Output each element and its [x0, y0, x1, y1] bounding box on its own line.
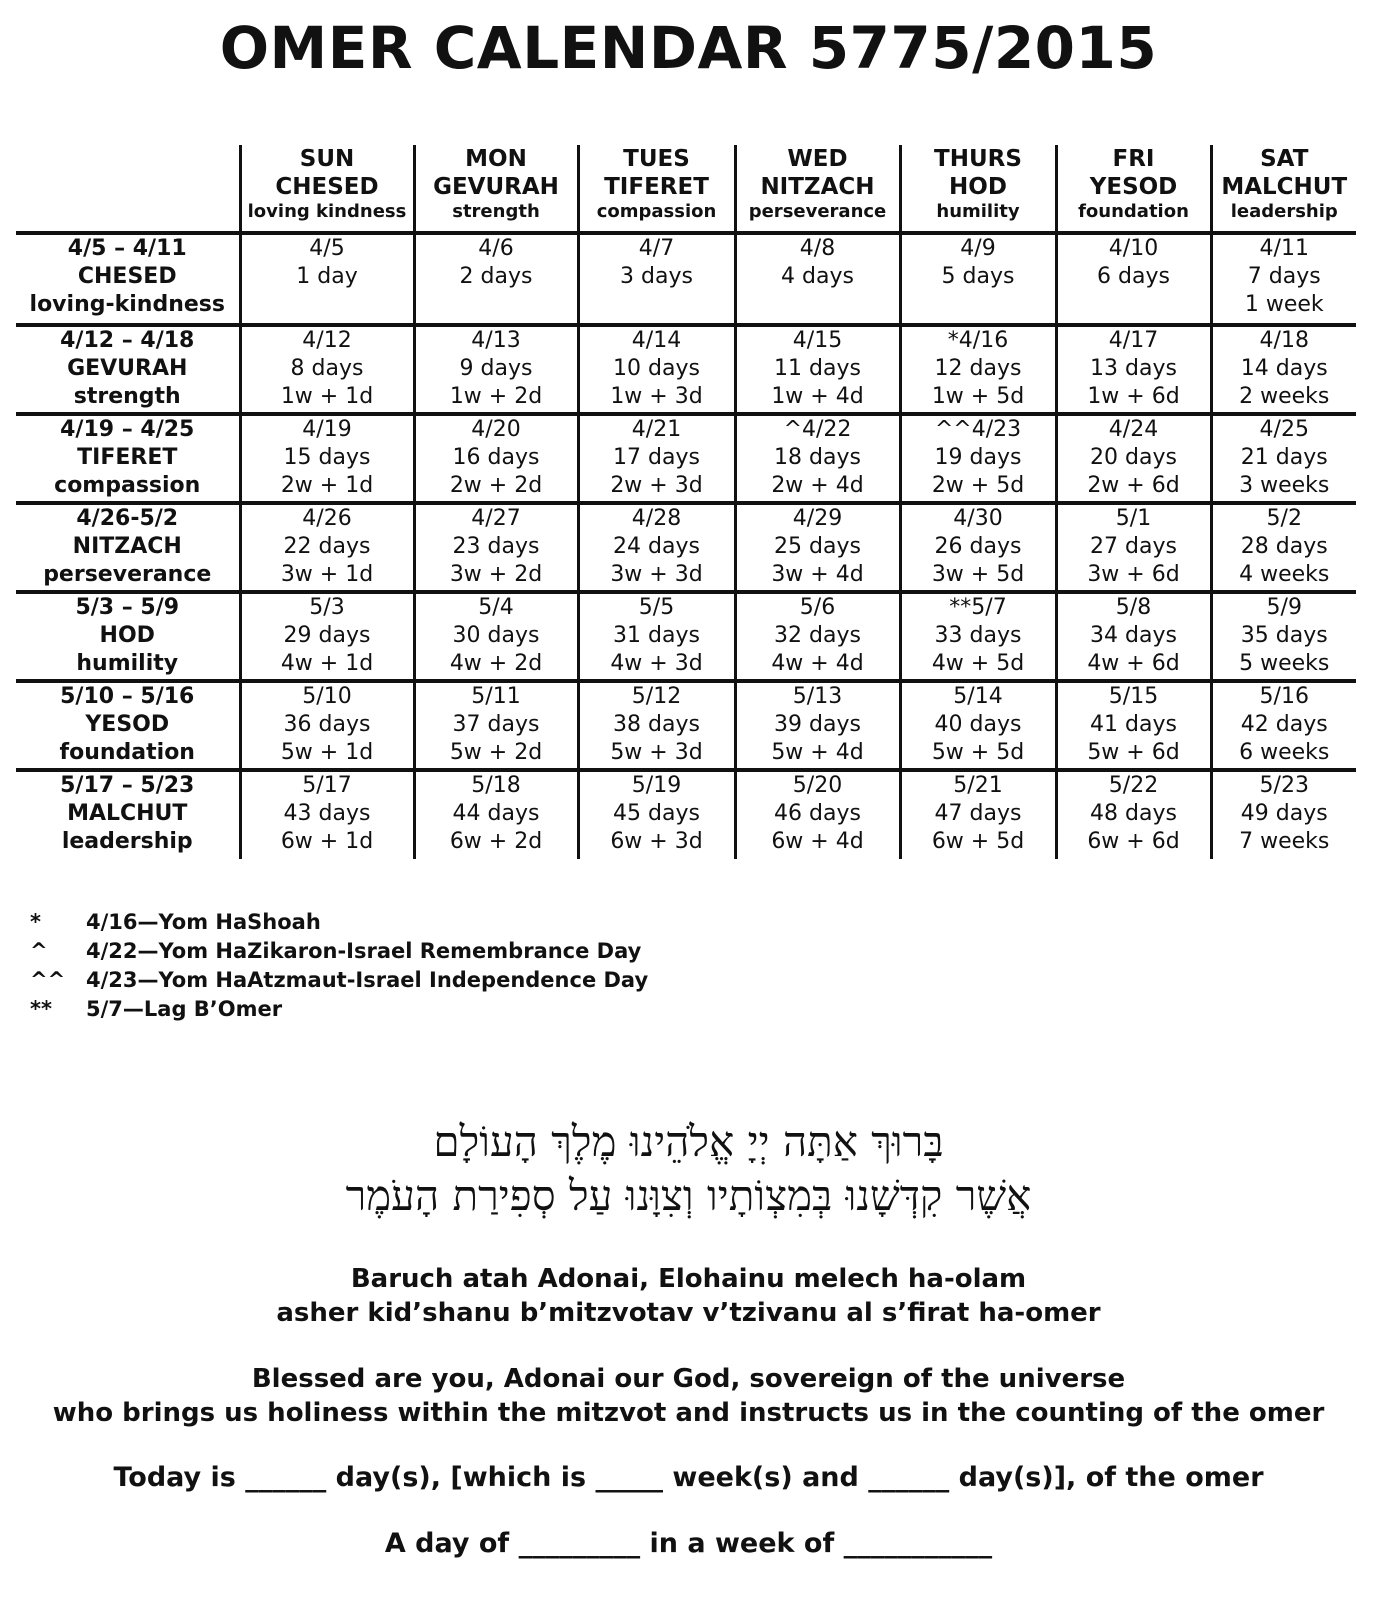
cell-date: 4/8 [799, 236, 836, 261]
cell-weeks: 1w + 3d [610, 384, 703, 409]
cell-weeks: 3 weeks [1239, 473, 1330, 498]
cell-date: 5/22 [1108, 773, 1159, 798]
cell-date: 5/18 [471, 773, 521, 798]
calendar-body [16, 233, 1356, 859]
week-meaning: strength [73, 384, 181, 409]
day-cell [735, 233, 900, 325]
cell-weeks: 4w + 2d [449, 651, 543, 676]
day-header [240, 145, 414, 233]
cell-count: 10 days [613, 356, 700, 381]
day-cell [1211, 325, 1356, 414]
day-sefirah: TIFERET [604, 174, 709, 200]
week-sefirah: MALCHUT [67, 801, 188, 826]
day-cell [1056, 233, 1211, 325]
day-header [1056, 145, 1211, 233]
cell-count: 12 days [934, 356, 1022, 381]
week-label [16, 770, 240, 859]
day-cell [900, 681, 1056, 770]
day-header [900, 145, 1056, 233]
day-cell [578, 681, 735, 770]
cell-count: 34 days [1090, 623, 1177, 648]
cell-weeks: 6 weeks [1239, 740, 1330, 765]
footnotes [30, 908, 648, 1024]
week-range: 5/10 – 5/16 [60, 684, 195, 709]
cell-count: 8 days [290, 356, 364, 381]
cell-date: 5/11 [471, 684, 521, 709]
cell-count: 28 days [1240, 534, 1328, 559]
cell-count: 31 days [613, 623, 700, 648]
week-row [16, 233, 1356, 325]
cell-date: 5/13 [792, 684, 843, 709]
cell-date: 4/20 [471, 417, 521, 442]
cell-count: 13 days [1090, 356, 1177, 381]
week-range: 4/26-5/2 [76, 506, 179, 531]
cell-date: 5/21 [953, 773, 1003, 798]
day-name: THURS [934, 146, 1022, 172]
cell-weeks: 1 week [1244, 292, 1324, 317]
cell-count: 3 days [620, 264, 693, 289]
day-meaning: compassion [596, 201, 717, 222]
cell-weeks: 5w + 3d [610, 740, 703, 765]
cell-count: 47 days [934, 801, 1022, 826]
footnote [30, 908, 648, 937]
cell-weeks: 4w + 5d [931, 651, 1025, 676]
cell-count: 21 days [1240, 445, 1328, 470]
cell-count: 42 days [1240, 712, 1328, 737]
cell-date: *4/16 [947, 328, 1009, 353]
week-sefirah: HOD [99, 623, 155, 648]
cell-date: 4/14 [631, 328, 682, 353]
cell-weeks: 4w + 3d [610, 651, 703, 676]
cell-count: 29 days [283, 623, 371, 648]
day-cell [900, 233, 1056, 325]
day-meaning: foundation [1078, 201, 1189, 222]
day-cell [578, 770, 735, 859]
week-label [16, 503, 240, 592]
week-sefirah: GEVURAH [67, 356, 188, 381]
week-label [16, 233, 240, 325]
cell-date: 4/11 [1259, 236, 1309, 261]
cell-weeks: 7 weeks [1239, 829, 1330, 854]
cell-weeks: 1w + 2d [449, 384, 543, 409]
cell-weeks: 5w + 6d [1087, 740, 1180, 765]
day-cell [735, 770, 900, 859]
day-header [1211, 145, 1356, 233]
week-row [16, 503, 1356, 592]
cell-count: 43 days [283, 801, 371, 826]
cell-date: 5/5 [638, 595, 675, 620]
english-translation [0, 1362, 1377, 1430]
day-cell [240, 233, 414, 325]
cell-weeks: 3w + 6d [1087, 562, 1180, 587]
cell-count: 30 days [452, 623, 540, 648]
week-row [16, 770, 1356, 859]
footnote-mark: ^ [30, 939, 48, 963]
day-name: WED [787, 146, 848, 172]
cell-date: **5/7 [949, 595, 1007, 620]
cell-date: 5/12 [631, 684, 682, 709]
cell-weeks: 1w + 4d [771, 384, 864, 409]
cell-count: 15 days [283, 445, 371, 470]
cell-count: 17 days [613, 445, 700, 470]
cell-weeks: 3w + 5d [931, 562, 1025, 587]
cell-count: 32 days [774, 623, 861, 648]
cell-count: 48 days [1090, 801, 1177, 826]
day-cell [900, 503, 1056, 592]
day-cell [414, 770, 578, 859]
footnote-mark: ^^ [30, 968, 66, 992]
day-cell [240, 770, 414, 859]
cell-count: 49 days [1240, 801, 1328, 826]
day-cell [900, 414, 1056, 503]
cell-date: 4/7 [638, 236, 675, 261]
cell-weeks: 6w + 3d [610, 829, 703, 854]
week-range: 4/12 – 4/18 [60, 328, 195, 353]
cell-count: 37 days [452, 712, 540, 737]
day-name: SUN [299, 146, 355, 172]
cell-count: 9 days [459, 356, 533, 381]
cell-date: 4/25 [1259, 417, 1309, 442]
cell-count: 16 days [452, 445, 540, 470]
day-cell [414, 503, 578, 592]
day-cell [1211, 233, 1356, 325]
cell-date: 5/17 [302, 773, 352, 798]
day-meaning: humility [936, 201, 1020, 222]
week-meaning: loving-kindness [29, 292, 225, 317]
cell-weeks: 5 weeks [1239, 651, 1330, 676]
cell-weeks: 2w + 5d [931, 473, 1025, 498]
hebrew-line: אֲשֶׁר קִדְּשָׁנוּ בְּמִצְוֹתָיו וְצִוָּנוּ עַל סְפִירַת הָעֹמֶר [345, 1171, 1032, 1220]
cell-date: 5/2 [1266, 506, 1302, 531]
week-range: 4/5 – 4/11 [67, 236, 187, 261]
day-cell [240, 503, 414, 592]
hebrew-line: בָּרוּךְ אַתָּה יְיָ אֱלֹהֵינוּ מֶלֶךְ הָעוֹלָם [433, 1117, 944, 1166]
footnote-text: 5/7—Lag B’Omer [86, 997, 283, 1021]
week-label [16, 592, 240, 681]
day-cell [240, 325, 414, 414]
english-line: Blessed are you, Adonai our God, sovereign of the universe [251, 1364, 1126, 1394]
cell-weeks: 4w + 4d [771, 651, 864, 676]
cell-weeks: 2w + 2d [449, 473, 543, 498]
cell-count: 39 days [774, 712, 861, 737]
day-cell [1056, 503, 1211, 592]
cell-date: 4/30 [953, 506, 1003, 531]
footnote-text: 4/16—Yom HaShoah [86, 910, 321, 934]
week-meaning: foundation [59, 740, 195, 765]
cell-date: 4/26 [302, 506, 352, 531]
cell-weeks: 5w + 2d [449, 740, 543, 765]
week-range: 4/19 – 4/25 [60, 417, 195, 442]
cell-count: 19 days [934, 445, 1022, 470]
day-cell [578, 414, 735, 503]
footnote [30, 995, 648, 1024]
footnote-mark: * [30, 910, 41, 934]
day-cell [578, 592, 735, 681]
day-header [414, 145, 578, 233]
day-cell [900, 592, 1056, 681]
day-name: MON [465, 146, 527, 172]
day-cell [578, 325, 735, 414]
footnote-text: 4/22—Yom HaZikaron-Israel Remembrance Day [86, 939, 642, 963]
cell-weeks: 6w + 2d [449, 829, 543, 854]
cell-count: 24 days [613, 534, 700, 559]
week-meaning: humility [76, 651, 179, 676]
day-cell [735, 681, 900, 770]
cell-date: 4/24 [1108, 417, 1159, 442]
cell-weeks: 3w + 4d [771, 562, 864, 587]
cell-date: 4/19 [302, 417, 352, 442]
cell-weeks: 2w + 6d [1087, 473, 1180, 498]
cell-weeks: 6w + 6d [1087, 829, 1180, 854]
cell-weeks: 2w + 3d [610, 473, 703, 498]
cell-count: 2 days [459, 264, 533, 289]
day-cell [414, 592, 578, 681]
cell-count: 6 days [1097, 264, 1170, 289]
cell-count: 18 days [774, 445, 861, 470]
week-row [16, 325, 1356, 414]
cell-weeks: 1w + 6d [1087, 384, 1180, 409]
cell-date: 4/28 [631, 506, 682, 531]
week-meaning: leadership [61, 829, 193, 854]
cell-date: 4/17 [1108, 328, 1159, 353]
cell-count: 33 days [934, 623, 1022, 648]
cell-date: 4/21 [631, 417, 682, 442]
cell-count: 4 days [781, 264, 854, 289]
day-cell [240, 414, 414, 503]
cell-count: 26 days [934, 534, 1022, 559]
day-cell [735, 414, 900, 503]
day-cell [1211, 592, 1356, 681]
cell-weeks: 1w + 5d [931, 384, 1025, 409]
cell-weeks: 3w + 1d [280, 562, 374, 587]
cell-date: 4/15 [792, 328, 843, 353]
cell-date: ^4/22 [783, 417, 852, 442]
week-row [16, 681, 1356, 770]
day-cell [735, 325, 900, 414]
english-line: who brings us holiness within the mitzvot and instructs us in the counting of the omer [52, 1398, 1325, 1428]
day-cell [414, 325, 578, 414]
cell-date: 4/5 [309, 236, 345, 261]
day-cell [1056, 681, 1211, 770]
cell-count: 23 days [452, 534, 540, 559]
cell-count: 7 days [1247, 264, 1321, 289]
day-cell [1056, 414, 1211, 503]
page-title: OMER CALENDAR 5775/2015 [219, 14, 1158, 82]
week-meaning: compassion [54, 473, 201, 498]
cell-date: ^^4/23 [934, 417, 1022, 442]
day-cell [1211, 681, 1356, 770]
cell-count: 40 days [934, 712, 1022, 737]
cell-date: 4/29 [792, 506, 843, 531]
cell-count: 5 days [941, 264, 1015, 289]
cell-weeks: 5w + 5d [931, 740, 1025, 765]
day-cell [1056, 325, 1211, 414]
cell-date: 4/27 [471, 506, 521, 531]
day-cell [900, 770, 1056, 859]
day-sefirah: GEVURAH [433, 174, 559, 200]
translit-line: asher kid’shanu b’mitzvotav v’tzivanu al s’firat ha-omer [276, 1298, 1101, 1328]
cell-count: 14 days [1240, 356, 1328, 381]
cell-date: 5/23 [1259, 773, 1309, 798]
cell-date: 5/10 [302, 684, 352, 709]
cell-weeks: 6w + 5d [931, 829, 1025, 854]
day-meaning: loving kindness [247, 201, 407, 222]
day-cell [1056, 770, 1211, 859]
day-meaning: perseverance [748, 201, 887, 222]
week-meaning: perseverance [43, 562, 212, 587]
cell-count: 38 days [613, 712, 700, 737]
week-sefirah: YESOD [85, 712, 170, 737]
cell-date: 4/13 [471, 328, 521, 353]
cell-date: 4/9 [960, 236, 996, 261]
cell-date: 5/19 [631, 773, 682, 798]
cell-date: 5/8 [1115, 595, 1152, 620]
cell-date: 5/14 [953, 684, 1003, 709]
translit-line: Baruch atah Adonai, Elohainu melech ha-olam [350, 1264, 1027, 1294]
cell-count: 27 days [1090, 534, 1177, 559]
cell-date: 5/4 [478, 595, 514, 620]
day-name: SAT [1260, 146, 1309, 172]
cell-weeks: 3w + 2d [449, 562, 543, 587]
cell-count: 11 days [774, 356, 861, 381]
cell-count: 1 day [296, 264, 358, 289]
day-cell [900, 325, 1056, 414]
week-sefirah: NITZACH [72, 534, 182, 559]
day-cell [414, 681, 578, 770]
day-sefirah: NITZACH [760, 174, 875, 200]
cell-weeks: 2w + 1d [280, 473, 374, 498]
day-cell [578, 503, 735, 592]
day-cell [414, 233, 578, 325]
week-row [16, 414, 1356, 503]
cell-date: 4/18 [1259, 328, 1309, 353]
header-row [16, 145, 1356, 233]
footnote-text: 4/23—Yom HaAtzmaut-Israel Independence Day [86, 968, 649, 992]
day-sefirah: HOD [949, 174, 1007, 200]
week-label [16, 325, 240, 414]
cell-weeks: 6w + 1d [280, 829, 374, 854]
footnote [30, 966, 648, 995]
cell-weeks: 5w + 1d [280, 740, 374, 765]
cell-count: 44 days [452, 801, 540, 826]
cell-date: 4/12 [302, 328, 352, 353]
cell-count: 46 days [774, 801, 861, 826]
day-sefirah: YESOD [1089, 174, 1178, 200]
cell-date: 5/9 [1266, 595, 1302, 620]
cell-date: 5/15 [1108, 684, 1159, 709]
week-range: 5/3 – 5/9 [75, 595, 180, 620]
cell-date: 5/16 [1259, 684, 1309, 709]
week-range: 5/17 – 5/23 [60, 773, 195, 798]
day-cell [735, 503, 900, 592]
day-cell [240, 681, 414, 770]
cell-date: 5/1 [1115, 506, 1152, 531]
day-cell [1211, 770, 1356, 859]
cell-count: 35 days [1240, 623, 1328, 648]
cell-count: 22 days [283, 534, 371, 559]
fill-in-count-line: Today is ______ day(s), [which is _____ week(s) and ______ day(s)], of the omer [113, 1462, 1264, 1493]
cell-weeks: 4 weeks [1239, 562, 1330, 587]
header-corner [16, 145, 240, 233]
day-cell [1211, 503, 1356, 592]
day-name: FRI [1112, 146, 1155, 172]
day-meaning: leadership [1230, 201, 1338, 222]
week-label [16, 414, 240, 503]
cell-weeks: 4w + 6d [1087, 651, 1180, 676]
cell-count: 36 days [283, 712, 371, 737]
week-sefirah: CHESED [77, 264, 177, 289]
cell-date: 5/20 [792, 773, 843, 798]
day-cell [578, 233, 735, 325]
cell-weeks: 6w + 4d [771, 829, 864, 854]
cell-count: 45 days [613, 801, 700, 826]
transliteration [0, 1262, 1377, 1330]
day-cell [414, 414, 578, 503]
day-cell [1211, 414, 1356, 503]
cell-date: 5/6 [799, 595, 836, 620]
day-meaning: strength [452, 201, 540, 222]
omer-calendar-table [16, 145, 1356, 859]
cell-weeks: 5w + 4d [771, 740, 864, 765]
cell-count: 25 days [774, 534, 861, 559]
cell-date: 5/3 [309, 595, 345, 620]
cell-count: 41 days [1090, 712, 1177, 737]
fill-in-sefirah-line: A day of _________ in a week of ___________ [384, 1528, 993, 1559]
footnote [30, 937, 648, 966]
day-cell [240, 592, 414, 681]
cell-weeks: 2w + 4d [771, 473, 864, 498]
cell-weeks: 3w + 3d [610, 562, 703, 587]
day-cell [1056, 592, 1211, 681]
hebrew-blessing [0, 1115, 1377, 1223]
cell-weeks: 4w + 1d [280, 651, 374, 676]
week-label [16, 681, 240, 770]
week-sefirah: TIFERET [77, 445, 178, 470]
day-cell [735, 592, 900, 681]
cell-date: 4/6 [478, 236, 514, 261]
day-header [735, 145, 900, 233]
cell-weeks: 2 weeks [1239, 384, 1330, 409]
day-header [578, 145, 735, 233]
week-row [16, 592, 1356, 681]
day-sefirah: MALCHUT [1221, 174, 1348, 200]
cell-date: 4/10 [1108, 236, 1159, 261]
day-name: TUES [623, 146, 690, 172]
footnote-mark: ** [30, 997, 52, 1021]
day-sefirah: CHESED [275, 174, 379, 200]
cell-weeks: 1w + 1d [280, 384, 374, 409]
cell-count: 20 days [1090, 445, 1177, 470]
